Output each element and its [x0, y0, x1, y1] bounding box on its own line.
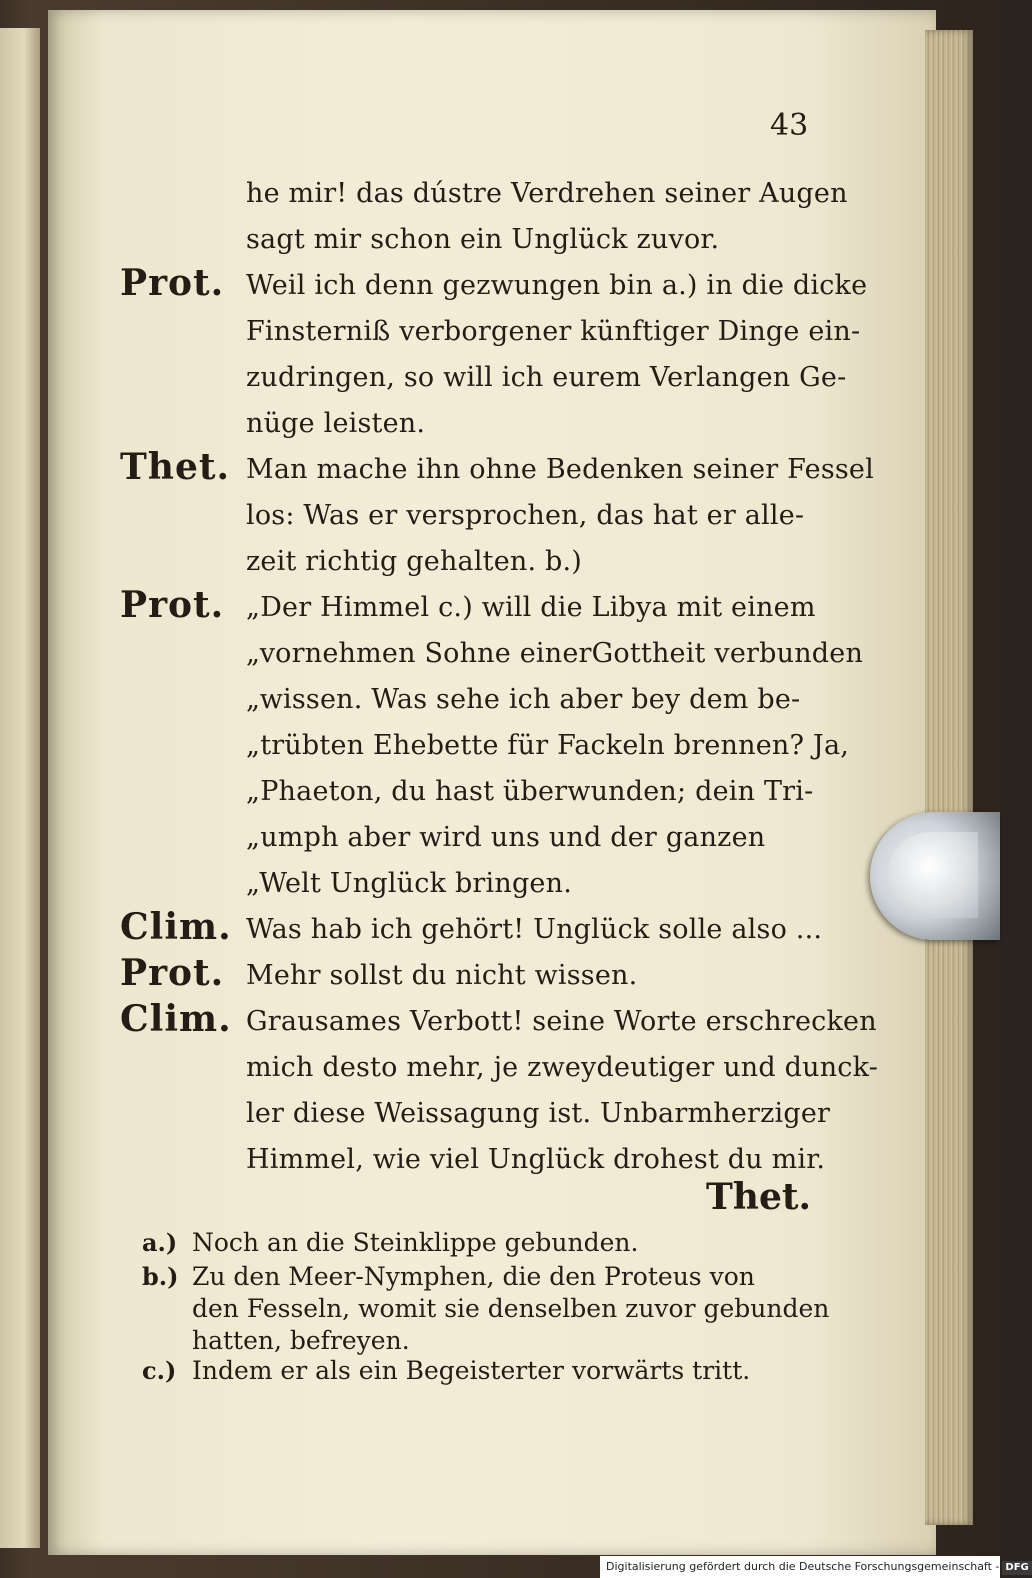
footnote-label: a.) — [142, 1228, 178, 1257]
catchword: Thet. — [706, 1176, 812, 1218]
speaker-label: Prot. — [120, 262, 225, 304]
footnote-label: c.) — [142, 1356, 177, 1385]
text-line: Himmel, wie viel Unglück drohest du mir. — [246, 1144, 826, 1175]
text-line: mich desto mehr, je zweydeutiger und dunck- — [246, 1052, 879, 1083]
facing-page-edge — [0, 28, 40, 1548]
text-line: „Der Himmel c.) will die Libya mit einem — [246, 592, 816, 623]
text-line: zeit richtig gehalten. b.) — [246, 546, 583, 577]
footnote-line: Indem er als ein Begeisterter vorwärts tritt. — [192, 1356, 751, 1385]
text-line: Mehr sollst du nicht wissen. — [246, 960, 638, 991]
text-line: he mir! das dústre Verdrehen seiner Augen — [246, 178, 848, 209]
footnote-line: den Fesseln, womit sie denselben zuvor gebunden — [192, 1294, 830, 1323]
text-line: „Phaeton, du hast überwunden; dein Tri- — [246, 776, 814, 807]
footnote-line: Zu den Meer-Nymphen, die den Proteus von — [192, 1262, 755, 1291]
text-line: zudringen, so will ich eurem Verlangen Ge- — [246, 362, 847, 393]
page-number: 43 — [770, 108, 809, 143]
text-line: „trübten Ehebette für Fackeln brennen? Ja, — [246, 730, 850, 761]
text-line: Was hab ich gehört! Unglück solle also ... — [246, 914, 823, 945]
page-clip — [870, 812, 1000, 940]
text-line: Weil ich denn gezwungen bin a.) in die dicke — [246, 270, 868, 301]
text-line: „wissen. Was sehe ich aber bey dem be- — [246, 684, 801, 715]
dfg-badge: DFG — [1002, 1561, 1031, 1575]
text-line: Man mache ihn ohne Bedenken seiner Fessel — [246, 454, 874, 485]
speaker-label: Clim. — [120, 998, 232, 1040]
footnote-line: Noch an die Steinklippe gebunden. — [192, 1228, 639, 1257]
footnote-label: b.) — [142, 1262, 179, 1291]
footnote-line: hatten, befreyen. — [192, 1326, 410, 1355]
text-line: „umph aber wird uns und der ganzen — [246, 822, 766, 853]
text-line: ler diese Weissagung ist. Unbarmherziger — [246, 1098, 831, 1129]
text-line: Grausames Verbott! seine Worte erschrecken — [246, 1006, 877, 1037]
credit-text: Digitalisierung gefördert durch die Deutsche Forschungsgemeinschaft - — [606, 1560, 1000, 1573]
digitization-credit — [600, 1556, 1029, 1578]
text-line: nüge leisten. — [246, 408, 426, 439]
page-stack-edge — [925, 30, 973, 1525]
text-line: Finsterniß verborgener künftiger Dinge ein- — [246, 316, 861, 347]
text-line: los: Was er versprochen, das hat er alle- — [246, 500, 805, 531]
text-line: „vornehmen Sohne einerGottheit verbunden — [246, 638, 864, 669]
speaker-label: Prot. — [120, 952, 225, 994]
text-line: sagt mir schon ein Unglück zuvor. — [246, 224, 720, 255]
text-line: „Welt Unglück bringen. — [246, 868, 572, 899]
speaker-label: Thet. — [120, 446, 231, 488]
speaker-label: Clim. — [120, 906, 232, 948]
speaker-label: Prot. — [120, 584, 225, 626]
